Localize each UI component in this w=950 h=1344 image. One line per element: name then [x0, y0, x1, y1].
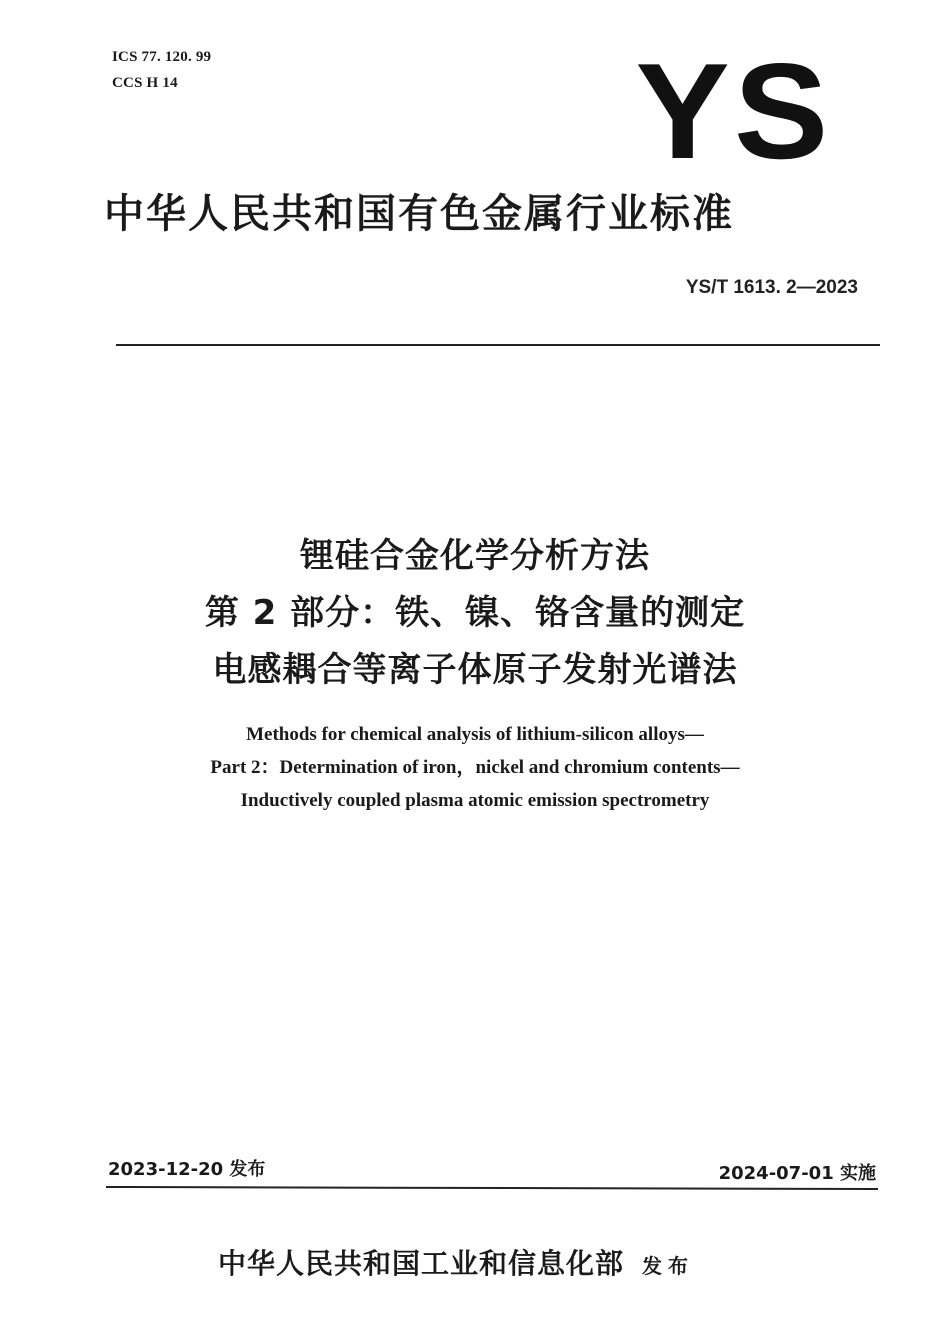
- ys-logo: YS: [635, 35, 832, 187]
- chinese-title-block: [100, 528, 850, 699]
- issue-date: 2023-12-20 发布: [108, 1159, 266, 1180]
- chinese-title-line-1: 锂硅合金化学分析方法: [300, 536, 650, 576]
- standard-category-title: 中华人民共和国有色金属行业标准: [104, 191, 734, 237]
- publisher-organization: 中华人民共和国工业和信息化部: [218, 1247, 625, 1280]
- bottom-divider: [106, 1186, 878, 1190]
- chinese-title-line-3: 电感耦合等离子体原子发射光谱法: [212, 650, 738, 690]
- chinese-title-line-2: 第 2 部分：铁、镍、铬含量的测定: [204, 593, 746, 633]
- ccs-code: CCS H 14: [112, 75, 178, 91]
- english-title-line-3: Inductively coupled plasma atomic emission spectrometry: [240, 790, 710, 811]
- publisher-line: [218, 1244, 694, 1286]
- implementation-date: 2024-07-01 实施: [718, 1163, 876, 1184]
- top-divider: [116, 344, 880, 346]
- publisher-action: 发布: [642, 1254, 695, 1278]
- english-title-line-1: Methods for chemical analysis of lithium-silicon alloys—: [246, 724, 704, 745]
- english-title-line-2: Part 2：Determination of iron，nickel and chromium contents—: [210, 757, 740, 778]
- english-title-block: [100, 718, 850, 817]
- classification-codes: [112, 44, 211, 96]
- ics-code: ICS 77. 120. 99: [112, 49, 212, 65]
- standard-number: YS/T 1613. 2—2023: [685, 277, 858, 298]
